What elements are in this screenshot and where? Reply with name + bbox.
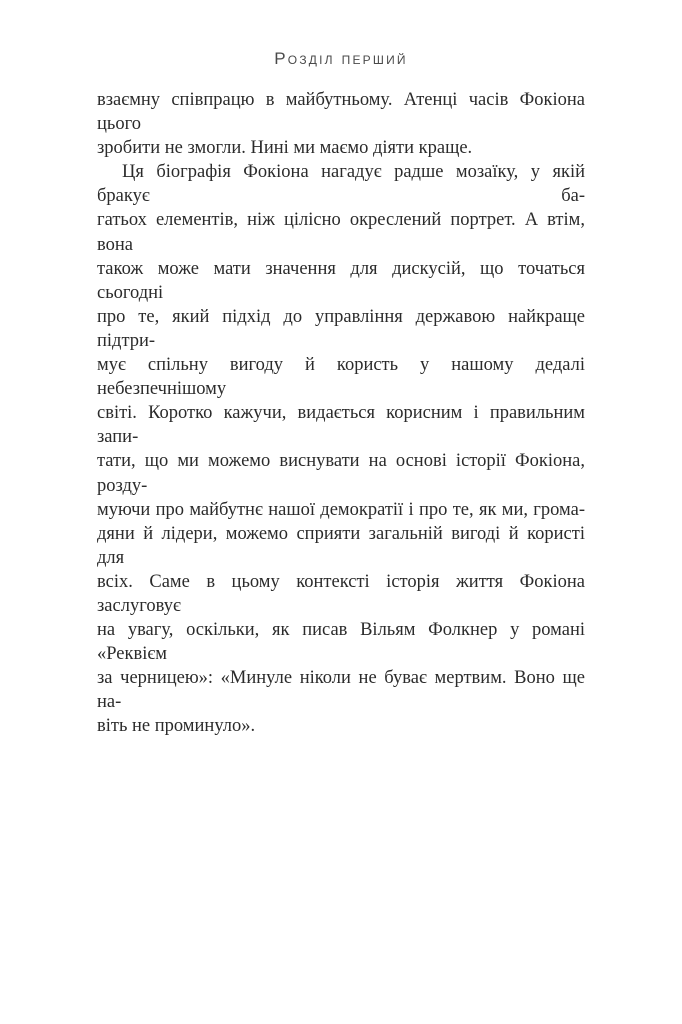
text-line: також може мати значення для дискусій, що точаться сьогодні <box>97 258 585 303</box>
text-line: муючи про майбутнє нашої демократії і про те, як ми, грома- <box>97 499 585 520</box>
text-line: зробити не змогли. Нині ми маємо діяти краще. <box>97 138 473 159</box>
text-line: про те, який підхід до управління державою найкраще підтри- <box>97 306 585 351</box>
text-line: Ця біографія Фокіона нагадує радше мозаїку, у якій бракує ба- <box>97 162 585 207</box>
text-line: на увагу, оскільки, як писав Вільям Фолкнер у романі «Реквієм <box>97 620 585 665</box>
text-line: тати, що ми можемо виснувати на основі історії Фокіона, розду- <box>97 451 585 496</box>
text-line: гатьох елементів, ніж цілісно окреслений портрет. А втім, вона <box>97 210 585 255</box>
text-line: світі. Коротко кажучи, видається корисним і правильним запи- <box>97 403 585 448</box>
text-line: взаємну співпрацю в майбутньому. Атенці часів Фокіона цього <box>97 90 585 135</box>
text-line: дяни й лідери, можемо сприяти загальній вигоді й користі для <box>97 523 585 568</box>
text-line: всіх. Саме в цьому контексті історія життя Фокіона заслуговує <box>97 571 585 616</box>
text-line: за черницею»: «Минуле ніколи не буває мертвим. Воно ще на- <box>97 668 585 713</box>
text-line: віть не проминуло». <box>97 716 256 737</box>
body-text-block <box>97 88 585 739</box>
text-line: мує спільну вигоду й користь у нашому дедалі небезпечнішому <box>97 355 585 400</box>
chapter-running-head: Розділ перший <box>274 49 408 68</box>
